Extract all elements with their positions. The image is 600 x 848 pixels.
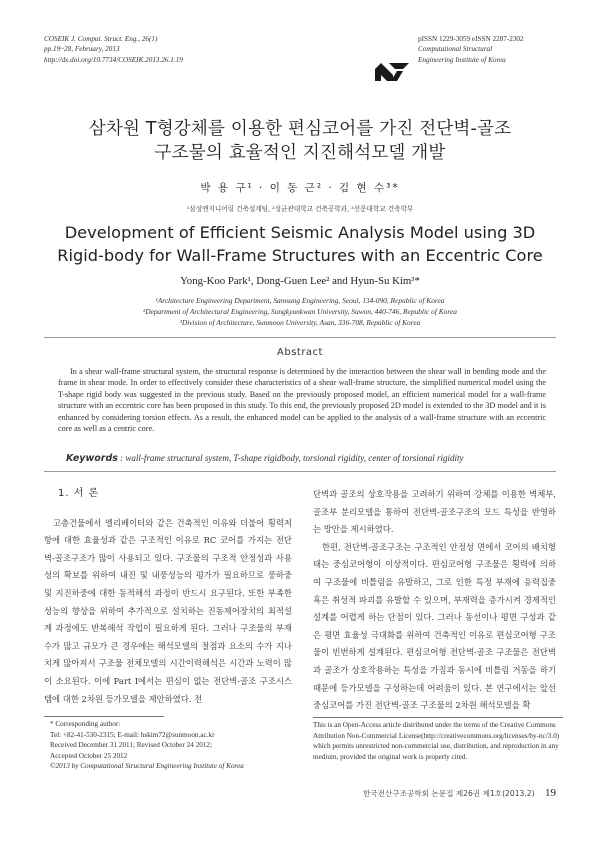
right-paragraph-2: 한편, 전단벽-골조구조는 구조적인 안정성 면에서 코어의 배치형태는 중심코어형이 이상적이다. 편심코어형 구조물은 횡력에 의하여 구조물에 비틀림을 유발하고, 그로 인한 특정 부재에 응력집중 혹은 취성적 파괴를 유발할 수 있으며, 부재력을 증가시켜 경제적인 설계를 어렵게 하는 단점이 있다. 그러나 동선이나 평면 구성과 같은 평면 효율성 극대화를 위하여 건축적인 이유로 편심코어형 구조물이 빈번하게 설계된다. 편심코어형 전단벽-골조 구조물은 전단벽과 골조가 상호작용하는 특성을 가짐과 동시에 비틀림 거동을 하기 때문에 등가모델을 구성하는데 어려움이 있다. 본 연구에서는 앞선 중심코어를 가진 전단벽-골조 구조물의 2차원 해석모델을 확 (313, 541, 556, 711)
english-title-line-1: Development of Efficient Seismic Analysis Model using 3D (64, 223, 536, 242)
english-title-line-2: Rigid-body for Wall-Frame Structures with an Eccentric Core (57, 246, 543, 265)
citation-doi[interactable]: http://dx.doi.org/10.7734/COSEIK.2013.26.1.19 (44, 55, 183, 64)
english-affiliation-3: ³Division of Architecture, Sunmoon University, Asan, 336-708, Republic of Korea (179, 318, 421, 327)
citation-journal: COSEIK J. Comput. Struct. Eng., 26(1) (44, 35, 158, 43)
author-contact[interactable]: Tel: +82-41-530-2315; E-mail: hskim72@sunmoon.ac.kr (50, 730, 215, 739)
korean-title-line-1: 삼차원 T형강체를 이용한 편심코어를 가진 전단벽-골조 (88, 119, 512, 139)
corresponding-author: * Corresponding author: (50, 720, 121, 728)
keywords-text: wall-frame structural system, T-shape rigidbody, torsional rigidity, center of torsional rigidity (125, 453, 464, 463)
english-authors: Yong-Koo Park¹, Dong-Guen Lee² and Hyun-Su Kim³* (180, 275, 420, 287)
korean-authors: 박 용 구¹ · 이 동 근² · 김 현 수³* (200, 182, 400, 194)
publisher-line-1: Computational Structural (418, 45, 493, 54)
journal-citation (44, 34, 183, 65)
accepted-date: Accepted October 25 2012 (50, 751, 128, 760)
footnote-block (50, 719, 300, 772)
received-dates: Received December 31 2011; Revised October 24 2012; (50, 741, 213, 750)
abstract-heading: Abstract (277, 347, 323, 358)
korean-title-line-2: 구조물의 효율적인 지진해석모델 개발 (154, 143, 446, 163)
keywords-label: Keywords (66, 453, 118, 464)
korean-affiliations: ¹삼성엔지니어링 건축설계팀, ²성균관대학교 건축공학과, ³선문대학교 건축학부 (186, 205, 414, 213)
right-paragraph-1: 단벽과 골조의 상호작용을 고려하기 위하여 강체를 이용한 벽체부, 골조부 분리모델을 통하여 전단벽-골조구조의 모드 특성을 반영하는 방안을 제시하였다. (313, 489, 556, 535)
journal-issn-block (418, 34, 524, 65)
keywords-separator: : (117, 453, 126, 463)
abstract-top-rule (44, 337, 556, 338)
footer-journal: 한국전산구조공학회 논문집 제26권 제1호(2013.2) (362, 789, 535, 798)
copyright-notice: ©2013 by Computational Structural Engineering Institute of Korea (50, 762, 244, 771)
publisher-line-2: Engineering Institute of Korea (418, 55, 506, 64)
page-footer (300, 787, 556, 799)
footnote-rule (44, 716, 164, 717)
left-paragraph-1: 고층건물에서 엘리베이터와 같은 건축적인 이유와 더불어 횡력저항에 대한 효율성과 같은 구조적인 이유로 RC 코어를 가지는 전단벽-골조구조가 많이 사용되고 있다. 구조물의 구조적 안정성과 사용성의 확보를 위하여 내진 및 내풍성능의 평가가 필요하므로 풍하중 및 지진하중에 대한 동적해석 과정이 반드시 요구된다. 또한 부족한 성능의 향상을 위하여 추가적으로 설치하는 진동제어장치의 최적설계 과정에도 반복해석 작업이 필요하게 된다. 그러나 구조물의 부재수가 많고 규모가 큰 경우에는 해석모델의 절점과 요소의 수가 지나치게 많아져서 구조물 전체모델의 시간이력해석은 시간과 노력이 많이 소요된다. 이에 Part I에서는 편심이 없는 전단벽-골조 구조시스템에 대한 2차원 등가모델을 제안하였다. 전 (44, 517, 292, 704)
abstract-text: In a shear wall-frame structural system, the structural response is determined by the interaction between the shear wall in bending mode and the frame in shear mode. In order to effectively consider these characteristics of a shear wall-frame structure, the simplified numerical model using the T-shape rigid body was suggested in the previous study. Based on the previously proposed model, an efficient numerical model for a wall-frame structure with an eccentric core has been proposed in this study. To this end, the previously proposed 2D model is extended to the 3D model and it is enhanced by considering torsion effects. As a result, the enhanced model can be applied to the analysis of a wall-frame structure with an eccentric core as well as a centric core. (58, 367, 546, 434)
citation-pages: pp.19~28, February, 2013 (44, 45, 120, 54)
issn: pISSN 1229-3059 eISSN 2287-2302 (418, 35, 524, 43)
keywords-line (66, 453, 556, 464)
english-affiliation-1: ¹Architecture Engineering Department, Samsung Engineering, Seoul, 134-090, Republic of Korea (155, 296, 445, 305)
page-number: 19 (545, 787, 556, 799)
journal-logo (375, 63, 409, 81)
body-right-column (313, 486, 556, 715)
open-access-notice: This is an Open-Access article distributed under the terms of the Creative Commons Attribution Non-Commercial License(http://creativecommons.org/licenses/by-nc/3.0) which permits unrestricted non-commercial use, distribution, and reproduction in any medium, provided the original work is properly cited. (313, 717, 563, 762)
abstract-bottom-rule (44, 471, 556, 472)
english-affiliation-2: ²Department of Architectural Engineering, Sungkyunkwan University, Suwon, 440-746, Republic of Korea (143, 307, 457, 316)
body-left-column (44, 483, 292, 708)
section-heading-introduction: 1. 서 론 (58, 488, 100, 499)
